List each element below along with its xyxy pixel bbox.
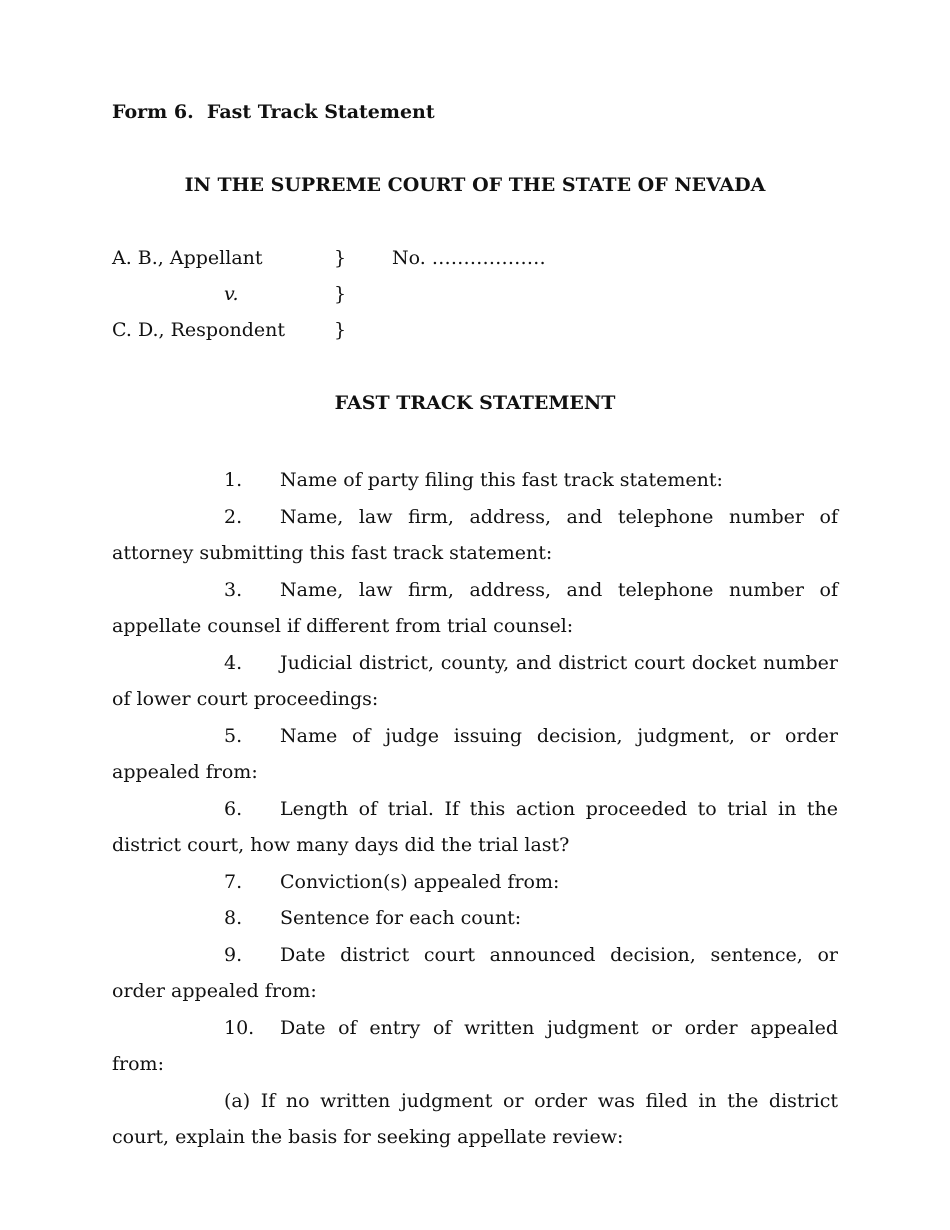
item-text: Conviction(s) appealed from: bbox=[280, 870, 560, 893]
item-number: 5. bbox=[224, 724, 243, 747]
item-text: Name, law firm, address, and telephone number of attorney submitting this fast track statement: bbox=[112, 505, 838, 564]
item-text: Judicial district, county, and district court docket number of lower court proceedings: bbox=[112, 651, 838, 710]
case-number: No. ……………… bbox=[392, 247, 546, 269]
item-text: Name, law firm, address, and telephone number of appellate counsel if different from trial counsel: bbox=[112, 578, 838, 637]
item-number: 3. bbox=[224, 578, 243, 601]
document-page bbox=[112, 0, 838, 1230]
item-number: 2. bbox=[224, 505, 243, 528]
item-number: 1. bbox=[224, 469, 243, 491]
statement-item bbox=[112, 937, 838, 1010]
item-text: Sentence for each count: bbox=[280, 907, 522, 929]
statement-subitem: (a) If no written judgment or order was filed in the district court, explain the basis for seeking appellate review: bbox=[112, 1089, 838, 1148]
item-number: 6. bbox=[224, 797, 243, 820]
item-text: Length of trial. If this action proceeded to trial in the district court, how many days did the trial last? bbox=[112, 797, 838, 856]
statement-item bbox=[112, 499, 838, 572]
item-number: 10. bbox=[224, 1016, 255, 1039]
item-number: 8. bbox=[224, 907, 243, 929]
form-title: Form 6. Fast Track Statement bbox=[112, 101, 435, 123]
statement-item bbox=[112, 791, 838, 864]
versus-label: v. bbox=[224, 283, 239, 305]
caption-brace: } bbox=[334, 283, 347, 305]
court-heading: IN THE SUPREME COURT OF THE STATE OF NEVADA bbox=[184, 174, 766, 196]
statement-heading: FAST TRACK STATEMENT bbox=[334, 392, 616, 414]
item-text: Name of judge issuing decision, judgment, or order appealed from: bbox=[112, 724, 838, 783]
statement-item bbox=[112, 864, 838, 901]
item-number: 7. bbox=[224, 870, 243, 893]
item-number: 4. bbox=[224, 651, 243, 674]
caption-line-versus bbox=[112, 283, 838, 309]
caption-line-appellant bbox=[112, 247, 838, 273]
caption-brace: } bbox=[334, 319, 347, 341]
caption-brace: } bbox=[334, 247, 347, 269]
statement-item bbox=[112, 572, 838, 645]
appellant-name: A. B., Appellant bbox=[112, 247, 263, 269]
item-text: Date district court announced decision, sentence, or order appealed from: bbox=[112, 943, 838, 1002]
statement-item bbox=[112, 900, 838, 937]
statement-item bbox=[112, 718, 838, 791]
statement-item bbox=[112, 1010, 838, 1083]
statement-item bbox=[112, 645, 838, 718]
respondent-name: C. D., Respondent bbox=[112, 319, 286, 341]
item-text: Date of entry of written judgment or order appealed from: bbox=[112, 1016, 838, 1075]
item-number: 9. bbox=[224, 943, 243, 966]
item-text: Name of party filing this fast track statement: bbox=[280, 469, 723, 491]
statement-item bbox=[112, 462, 838, 499]
caption-line-respondent bbox=[112, 319, 838, 345]
statement-items bbox=[112, 462, 838, 1156]
